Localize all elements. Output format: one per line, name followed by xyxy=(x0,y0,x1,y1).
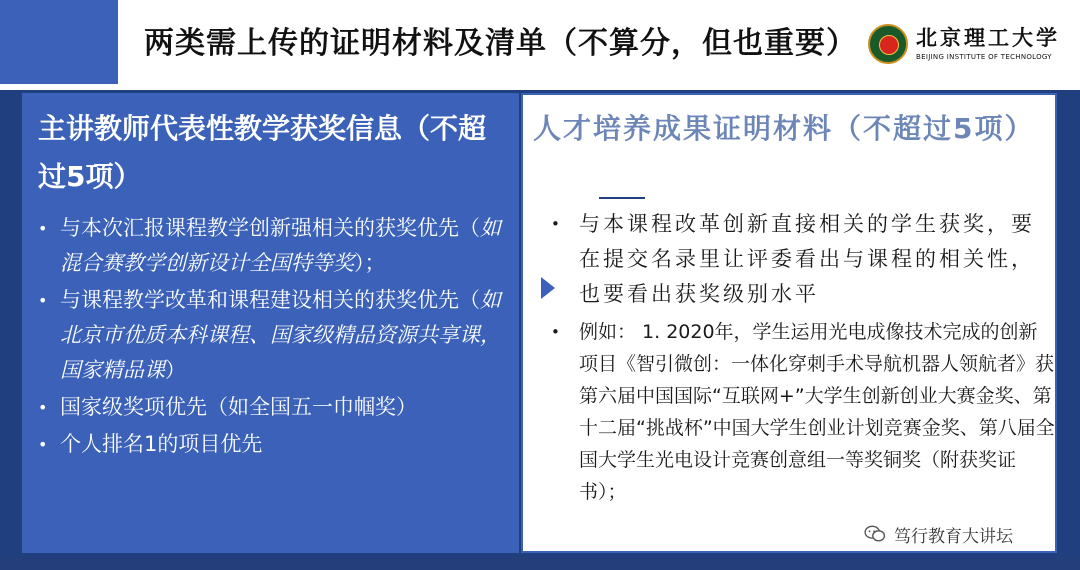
slide-title: 两类需上传的证明材料及清单（不算分，但也重要） xyxy=(144,26,857,61)
header-divider xyxy=(0,84,1080,90)
bullet-icon: • xyxy=(38,219,48,238)
bullet-icon: • xyxy=(38,291,48,310)
list-item-text: 例如： 1. 2020年，学生运用光电成像技术完成的创新项目《智引微创：一体化穿刺手术导航机器人领航者》获第六届中国国际“互联网+”大学生创新创业大赛金奖、第十二届“挑战杯”中国大学生创业计划竞赛金奖、第八届全国大学生光电设计竞赛创意组一等奖铜奖（附获奖证书）； xyxy=(579,321,1055,503)
bottom-bar xyxy=(0,556,1080,570)
bullet-icon: • xyxy=(38,398,48,417)
list-item xyxy=(545,207,1055,312)
logo-chinese-name: 北京理工大学 xyxy=(916,25,1060,50)
list-item xyxy=(36,211,511,281)
corner-block xyxy=(0,0,118,84)
left-panel-list xyxy=(36,211,511,464)
list-item xyxy=(36,390,511,425)
university-logo xyxy=(868,22,1073,70)
left-panel-heading: 主讲教师代表性教学获奖信息（不超过5项） xyxy=(38,112,487,193)
list-item xyxy=(36,283,511,388)
list-item-text: 国家级奖项优先（如全国五一巾帼奖） xyxy=(60,395,417,419)
right-panel-list xyxy=(545,207,1055,508)
list-item-example: 如混合赛教学创新设计全国特等奖 xyxy=(60,216,501,275)
bullet-icon: • xyxy=(551,323,560,341)
university-seal-icon xyxy=(868,24,908,64)
list-item-suffix: ） xyxy=(165,358,186,382)
bullet-icon: • xyxy=(38,435,48,454)
corner-stripe xyxy=(118,0,128,84)
list-item-text: 与本次汇报课程教学创新强相关的获奖优先（ xyxy=(60,216,480,240)
list-item-text: 个人排名1的项目优先 xyxy=(60,432,263,456)
list-item-text: 与本课程改革创新直接相关的学生获奖，要在提交名录里让评委看出与课程的相关性，也要看出获奖级别水平 xyxy=(579,212,1035,306)
slide-header xyxy=(128,0,1080,84)
list-item xyxy=(545,316,1055,508)
bullet-icon: • xyxy=(551,215,563,233)
left-panel-teaching-awards xyxy=(22,93,519,553)
wechat-watermark xyxy=(864,522,1044,548)
wechat-icon xyxy=(864,525,886,543)
heading-underline xyxy=(599,197,645,199)
logo-english-name: BEIJING INSTITUTE OF TECHNOLOGY xyxy=(916,53,1052,61)
right-panel-heading: 人才培养成果证明材料（不超过5项） xyxy=(533,112,1035,145)
watermark-text: 笃行教育大讲坛 xyxy=(894,527,1013,547)
list-item-suffix: ）； xyxy=(354,251,386,275)
list-item xyxy=(36,427,511,462)
list-item-text: 与课程教学改革和课程建设相关的获奖优先（ xyxy=(60,288,480,312)
right-panel-student-achievements xyxy=(521,93,1057,553)
list-item-example: 如北京市优质本科课程、国家级精品资源共享课，国家精品课 xyxy=(60,288,501,382)
